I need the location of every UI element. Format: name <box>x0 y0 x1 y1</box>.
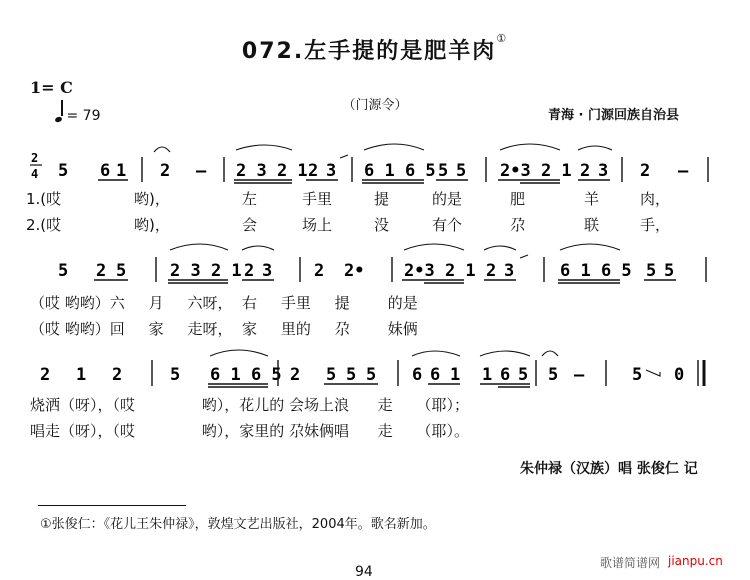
svg-text:2: 2 <box>40 365 51 385</box>
svg-text:2: 2 <box>112 365 123 385</box>
lyric-line-3: （哎 哟哟）六 月 六呀， 右 手里 提 的是 <box>30 294 418 312</box>
svg-text:5: 5 <box>170 365 181 385</box>
lyric-line-6: 唱走（呀），（哎 哟），家里的 尕妹俩唱 走 （耶）。 <box>30 422 469 440</box>
svg-text:2 3 2 1: 2 3 2 1 <box>236 161 308 181</box>
svg-text:1: 1 <box>116 161 127 181</box>
lyric-word: 的是 <box>432 190 463 208</box>
svg-text:3: 3 <box>262 261 273 281</box>
credit-line: 朱仲禄（汉族）唱 张俊仁 记 <box>520 461 698 477</box>
lyric-word: 肥 <box>510 190 526 208</box>
svg-text:5: 5 <box>58 261 69 281</box>
lyric-line-5: 烧洒（呀），（哎 哟），花儿的 会场上浪 走 （耶）； <box>30 396 469 414</box>
time-sig-bottom: 4 <box>31 167 39 181</box>
svg-text:3: 3 <box>598 161 609 181</box>
svg-text:6: 6 <box>100 161 111 181</box>
lyric-word: 有个 <box>432 216 463 234</box>
svg-text:5: 5 <box>58 161 69 181</box>
svg-text:3: 3 <box>504 261 515 281</box>
lyric-word: 哟)， <box>134 216 170 234</box>
svg-text:2•: 2• <box>344 261 365 281</box>
svg-text:5: 5 <box>438 161 449 181</box>
svg-text:1: 1 <box>482 365 493 385</box>
lyric-word: 联 <box>584 216 600 234</box>
score-row-3 <box>40 365 684 385</box>
lyric-line-4: （哎 哟哟）回 家 走呀， 家 里的 尕 妹俩 <box>30 320 418 338</box>
svg-text:3: 3 <box>326 161 337 181</box>
lyric-word: 尕 <box>510 216 526 234</box>
svg-text:2: 2 <box>308 161 319 181</box>
svg-text:–: – <box>196 161 207 181</box>
svg-text:–: – <box>574 365 585 385</box>
svg-text:6: 6 <box>500 365 511 385</box>
svg-text:5: 5 <box>456 161 467 181</box>
lyric-word: 会 <box>242 216 258 234</box>
svg-text:1: 1 <box>76 365 87 385</box>
svg-text:5: 5 <box>632 365 643 385</box>
time-sig-top: 2 <box>31 151 39 165</box>
page-number: 94 <box>355 564 373 580</box>
tempo-marking: = 79 <box>55 104 101 124</box>
svg-text:6: 6 <box>412 365 423 385</box>
svg-text:1: 1 <box>450 365 461 385</box>
tune-name: （门源令） <box>342 98 408 113</box>
svg-text:2: 2 <box>486 261 497 281</box>
svg-text:5: 5 <box>116 261 127 281</box>
key-signature: 1= C <box>30 78 73 97</box>
lyric-word: 左 <box>242 190 258 208</box>
svg-text:5: 5 <box>664 261 675 281</box>
lyric-word: 提 <box>374 190 390 208</box>
svg-text:6: 6 <box>430 365 441 385</box>
title-footnote-mark: ① <box>496 32 509 45</box>
svg-text:–: – <box>678 161 689 181</box>
footnote-divider <box>38 505 186 506</box>
svg-text:5: 5 <box>346 365 357 385</box>
watermark-site-name: 歌谱简谱网 <box>600 556 661 570</box>
svg-text:5: 5 <box>326 365 337 385</box>
svg-text:5: 5 <box>548 365 559 385</box>
svg-text:2: 2 <box>244 261 255 281</box>
svg-text:2: 2 <box>314 261 325 281</box>
svg-text:2•3 2 1: 2•3 2 1 <box>404 261 476 281</box>
svg-text:2 3 2 1: 2 3 2 1 <box>170 261 242 281</box>
svg-text:2: 2 <box>96 261 107 281</box>
lyric-word: 羊 <box>584 190 600 208</box>
lyric-word: 手里 <box>302 190 333 208</box>
watermark-url[interactable]: jianpu.cn <box>668 554 723 568</box>
svg-text:5: 5 <box>646 261 657 281</box>
svg-text:2: 2 <box>640 161 651 181</box>
svg-text:6 1 6 5: 6 1 6 5 <box>210 365 282 385</box>
svg-text:6 1 6 5: 6 1 6 5 <box>560 261 632 281</box>
song-title: 072.左手提的是肥羊肉① <box>241 32 509 64</box>
score-row-2 <box>58 261 674 281</box>
svg-text:5: 5 <box>518 365 529 385</box>
svg-text:2: 2 <box>160 161 171 181</box>
lyric-word: 手， <box>640 216 671 234</box>
score-row-1 <box>58 161 689 181</box>
footnote: ①张俊仁：《花儿王朱仲禄》，敦煌文艺出版社，2004年。歌名新加。 <box>40 517 436 532</box>
region-label: 青海 · 门源回族自治县 <box>548 108 679 123</box>
svg-text:2•3 2 1: 2•3 2 1 <box>500 161 572 181</box>
svg-text:2: 2 <box>290 365 301 385</box>
svg-text:2: 2 <box>580 161 591 181</box>
svg-text:0: 0 <box>674 365 685 385</box>
lyric-word: 哟)， <box>134 190 170 208</box>
lyric-line-1: 1.(哎 <box>26 190 62 208</box>
lyric-word: 场上 <box>302 216 333 234</box>
lyric-line-2: 2.(哎 <box>26 216 62 234</box>
svg-text:5: 5 <box>366 365 377 385</box>
svg-text:6 1 6 5: 6 1 6 5 <box>364 161 436 181</box>
lyric-word: 没 <box>374 216 390 234</box>
lyric-word: 肉， <box>640 190 671 208</box>
